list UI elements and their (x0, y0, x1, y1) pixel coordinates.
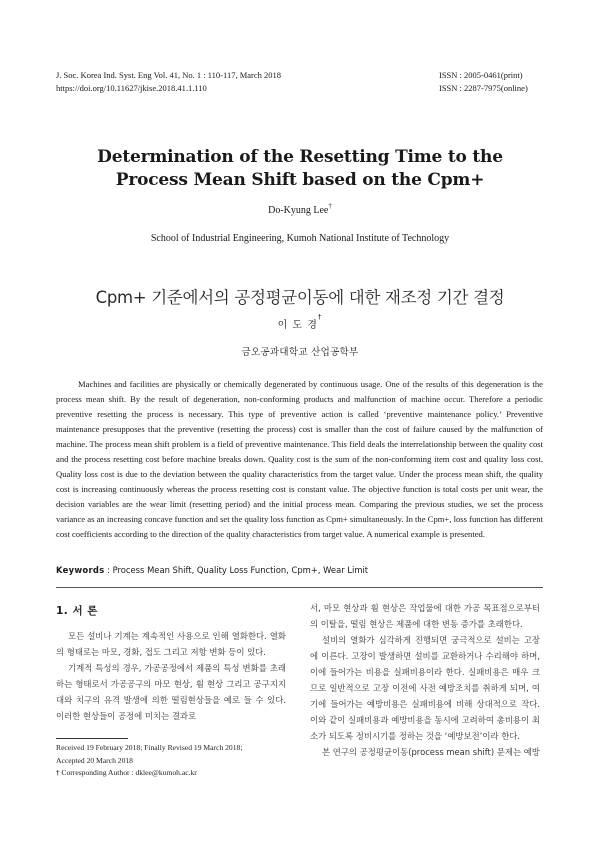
body-column-right (310, 600, 540, 760)
keywords-label: Keywords (56, 565, 105, 575)
dagger-mark: † (56, 769, 60, 777)
affiliation-english: School of Industrial Engineering, Kumoh National Institute of Technology (150, 233, 450, 244)
body-column-left (56, 604, 286, 724)
author-korean (0, 313, 600, 331)
keywords (56, 565, 543, 575)
paper-title-korean: Cpm+ 기준에서의 공정평균이동에 대한 재조정 기간 결정 (95, 288, 505, 307)
section-heading: 1. 서 론 (56, 605, 98, 617)
affiliation-korean: 금오공과대학교 산업공학부 (241, 347, 359, 358)
footnotes (56, 742, 296, 780)
author-name-korean: 이 도 경 (277, 320, 318, 331)
paragraph: 모든 설비나 기계는 계속적인 사용으로 인해 열화한다. 열화의 형태로는 마모, 경화, 접도 그리고 저항 변화 등이 있다. (56, 631, 286, 657)
journal-header-right (439, 69, 528, 95)
paragraph: 설비의 열화가 심각하게 진행되면 궁극적으로 설비는 고장에 이른다. 고장이 발생하면 설비를 교환하거나 수리해야 하며, 이에 들어가는 비용을 실패비용이라 한다. 실패비용은 매우 크므로 일반적으로 고장 이전에 사전 예방조치를 취하게 되며, 여기에 들어가는 예방비용은 실패비용에 비해 상대적으로 작다. 이와 같이 실패비용과 예방비용을 동시에 고려하여 총비용이 최소가 되도록 정비시기를 정하는 것을 ‘예방보전’이라 한다. (310, 635, 540, 741)
footnote-divider (56, 738, 128, 739)
author-name: Do-Kyung Lee (268, 205, 329, 216)
paper-title-line1: Determination of the Resetting Time to the (97, 147, 503, 167)
divider (56, 587, 543, 588)
corresponding-mark: † (328, 202, 332, 210)
issn-online: ISSN : 2287-7975(online) (439, 83, 528, 93)
abstract (56, 377, 543, 542)
paragraph: 서, 마모 현상과 휨 현상은 작업물에 대한 가공 목표점으로부터의 이탈을, 떨림 현상은 제품에 대한 변동 증가를 초래한다. (310, 603, 540, 629)
abstract-text: Machines and facilities are physically or chemically degenerated by continuous usage. One of the results of this degeneration is the process mean shift. By the result of degeneration, non-conforming products and malfunction of machine occur. Therefore a periodic preventive resetting the process is necessary. This type of preventive action is called ‘preventive maintenance policy.’ Preventive maintenance presupposes that the preventive (resetting the process) cost is smaller than the cost of failure caused by the malfunction of machine. The process mean shift problem is a field of preventive maintenance. This field deals the interrelationship between the quality cost and the process resetting cost before machine breaks down. Quality cost is the sum of the non-conforming item cost and quality loss cost. Quality loss cost is due to the deviation between the quality characteristics from the target value. Under the process mean shift, the quality cost is increasing continuously whereas the process resetting cost is constant value. The objective function is total costs per unit wear, the decision variables are the wear limit (resetting period) and the initial process mean. Comparing the previous studies, we set the process variance as an increasing concave function and set the quality loss function as Cpm+ simultaneously. In the Cpm+, loss function has different cost coefficients according to the direction of the quality characteristics from target value. A numerical example is presented. (56, 379, 543, 539)
issn-print: ISSN : 2005-0461(print) (439, 70, 523, 80)
received-date: Received 19 February 2018; Finally Revised 19 March 2018; (56, 743, 243, 752)
corresponding-email[interactable]: Corresponding Author : dklee@kumoh.ac.kr (61, 768, 197, 777)
paragraph: 기계적 특성의 경우, 가공공정에서 제품의 특성 변화를 초래하는 형태로서 가공공구의 마모 현상, 휨 현상 그리고 공구지지대와 치구의 유격 발생에 의한 떨림현상들을 예로 들 수 있다. 이러한 현상들이 공정에 미치는 결과로 (56, 663, 286, 721)
author-english (0, 202, 600, 216)
journal-citation: J. Soc. Korea Ind. Syst. Eng Vol. 41, No. 1 : 110-117, March 2018 (56, 70, 282, 80)
doi-link[interactable]: https://doi.org/10.11627/jkise.2018.41.1.110 (56, 83, 207, 93)
journal-header-left (56, 69, 281, 95)
paper-title-line2: Process Mean Shift based on the Cpm+ (115, 170, 485, 190)
paragraph: 본 연구의 공정평균이동(process mean shift) 문제는 예방 (322, 747, 540, 757)
corresponding-author (56, 767, 296, 780)
keywords-separator: : (104, 565, 113, 575)
accepted-date: Accepted 20 March 2018 (56, 755, 133, 765)
corresponding-mark-korean: † (317, 313, 323, 321)
keywords-text: Process Mean Shift, Quality Loss Function, Cpm+, Wear Limit (112, 565, 369, 575)
